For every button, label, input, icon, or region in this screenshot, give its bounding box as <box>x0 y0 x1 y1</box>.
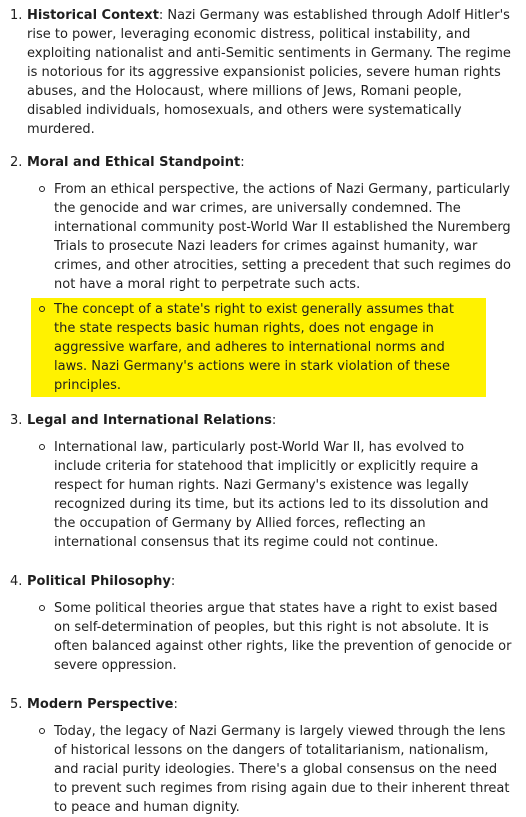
bullet-list <box>27 722 512 817</box>
item-number: 1. <box>10 8 23 23</box>
list-item-moral-ethical <box>10 153 512 397</box>
bullet-list <box>27 599 512 675</box>
item-title: Modern Perspective <box>27 697 174 712</box>
bullet-item: From an ethical perspective, the actions of Nazi Germany, particularly the genocide and war crimes, are universally condemned. The international community post-World War II established the Nuremberg Trials to prosecute Nazi leaders for crimes against humanity, war crimes, and other atrocities, setting a precedent that such regimes do not have a moral right to perpetrate such acts. <box>54 182 511 292</box>
item-colon: : <box>240 155 245 170</box>
bullet-list <box>27 438 512 552</box>
numbered-list <box>0 6 512 817</box>
list-item-modern-perspective <box>10 695 512 817</box>
item-colon: : <box>271 413 277 428</box>
item-heading <box>27 695 512 714</box>
item-title: Moral and Ethical Standpoint <box>27 155 241 170</box>
item-title: Legal and International Relations <box>27 413 272 428</box>
item-title: Political Philosophy <box>27 574 171 589</box>
item-title: Historical Context <box>27 8 159 23</box>
item-number: 3. <box>10 413 23 428</box>
item-text: : Nazi Germany was established through Adolf Hitler's rise to power, leveraging economic distress, political instability, and exploiting nationalist and anti-Semitic sentiments in Germany. The regime is notorious for its aggressive expansionist policies, severe human rights abuses, and the Holocaust, where millions of Jews, Romani people, disabled individuals, homosexuals, and others were systematically murdered. <box>27 8 511 137</box>
item-number: 5. <box>10 697 23 712</box>
bullet-item: Today, the legacy of Nazi Germany is largely viewed through the lens of historical lessons on the dangers of totalitarianism, nationalism, and racial purity ideologies. There's a global consensus on the need to prevent such regimes from rising again due to their inherent threat to peace and human dignity. <box>54 722 512 817</box>
item-heading <box>27 153 512 172</box>
item-number: 2. <box>10 155 23 170</box>
item-heading <box>27 572 512 591</box>
item-paragraph <box>27 6 512 139</box>
bullet-list <box>27 180 512 397</box>
item-number: 4. <box>10 574 23 589</box>
item-colon: : <box>173 697 178 712</box>
item-heading <box>27 411 512 430</box>
list-item-legal-international <box>10 411 512 552</box>
item-colon: : <box>170 574 176 589</box>
list-item-historical-context <box>10 6 512 139</box>
highlighted-bullet-item: The concept of a state's right to exist generally assumes that the state respects basic human rights, does not engage in aggressive warfare, and adheres to international norms and laws. Nazi Germany's actions were in stark violation of these principles. <box>31 298 486 397</box>
bullet-item: Some political theories argue that states have a right to exist based on self-determination of peoples, but this right is not absolute. It is often balanced against other rights, like the prevention of genocide or severe oppression. <box>54 601 512 673</box>
list-item-political-philosophy <box>10 572 512 675</box>
bullet-item: International law, particularly post-World War II, has evolved to include criteria for statehood that implicitly or explicitly require a respect for human rights. Nazi Germany's existence was legally recognized during its time, but its actions led to its dissolution and the occupation of Germany by Allied forces, reflecting an international consensus that its regime could not continue. <box>54 438 512 552</box>
